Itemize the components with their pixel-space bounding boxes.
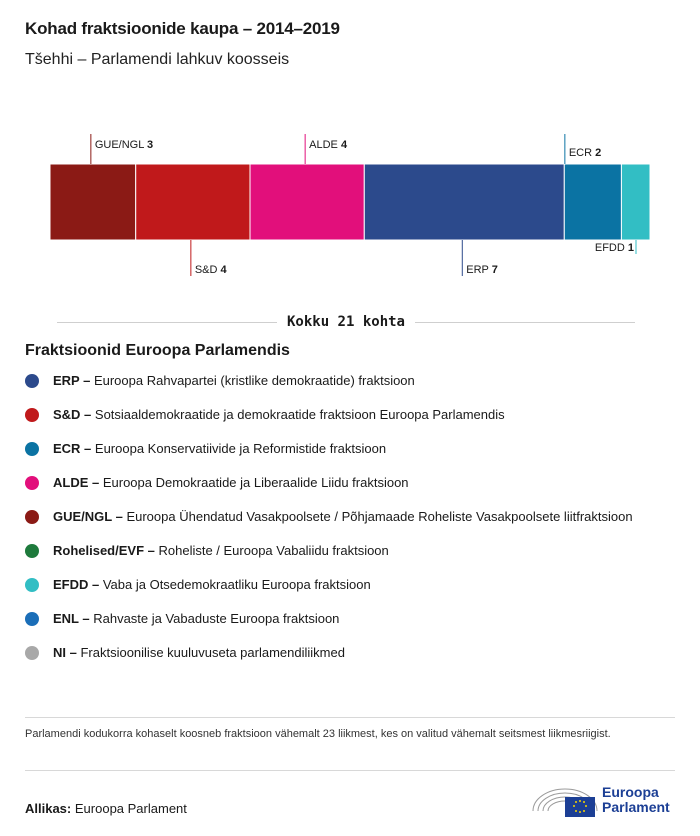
legend-swatch (25, 510, 39, 524)
legend-description: Fraktsioonilise kuuluvuseta parlamendiliikmed (80, 645, 345, 660)
legend-item (25, 644, 635, 662)
legend-description: Vaba ja Otsedemokraatliku Euroopa fraktsioon (102, 577, 371, 592)
legend-item (25, 508, 635, 526)
legend-swatch (25, 646, 39, 660)
legend-abbr: NI – (53, 645, 81, 660)
legend-abbr: EFDD – (53, 577, 103, 592)
legend-abbr: GUE/NGL – (53, 509, 127, 524)
legend-swatch (25, 544, 39, 558)
logo-line-2: Parlament (602, 799, 670, 815)
legend-item (25, 406, 635, 424)
source (25, 801, 187, 816)
bar-label-ecr: ECR 2 (568, 147, 602, 159)
legend-description: Euroopa Konservatiivide ja Reformistide fraktsioon (94, 441, 387, 456)
divider (25, 717, 675, 718)
legend-swatch (25, 476, 39, 490)
hemicycle-icon (529, 781, 599, 819)
bar-label-erp: ERP 7 (466, 264, 498, 276)
legend-description: Euroopa Demokraatide ja Liberaalide Liidu fraktsioon (102, 475, 409, 490)
footnote: Parlamendi kodukorra kohaselt koosneb fraktsioon vähemalt 23 liikmest, kes on valitud vähemalt seitsmest liikmesriigist. (25, 728, 611, 740)
legend-swatch (25, 408, 39, 422)
legend-swatch (25, 374, 39, 388)
bar-alde (250, 164, 364, 240)
legend-description: Roheliste / Euroopa Vabaliidu fraktsioon (158, 543, 389, 558)
ep-logo (529, 781, 679, 819)
legend-item (25, 610, 635, 628)
legend-abbr: S&D – (53, 407, 95, 422)
legend-description: Sotsiaaldemokraatide ja demokraatide fraktsioon Euroopa Parlamendis (94, 407, 505, 422)
bar-label-s-d: S&D 4 (194, 264, 227, 276)
legend-abbr: ALDE – (53, 475, 103, 490)
legend-description: Rahvaste ja Vabaduste Euroopa fraktsioon (93, 611, 340, 626)
legend-abbr: ENL – (53, 611, 94, 626)
bar-label-alde: ALDE 4 (309, 139, 348, 151)
bar-erp (364, 164, 564, 240)
total-seats (57, 312, 635, 334)
chart-title: Kohad fraktsioonide kaupa – 2014–2019 (25, 19, 340, 38)
legend-swatch (25, 612, 39, 626)
source-label: Allikas: (25, 801, 72, 816)
divider (25, 770, 675, 771)
logo-line-1: Euroopa (602, 784, 659, 800)
total-label: Kokku 21 kohta (277, 314, 415, 330)
legend-swatch (25, 442, 39, 456)
legend-abbr: ECR – (53, 441, 95, 456)
source-value: Euroopa Parlament (74, 801, 187, 816)
bar-s-d (136, 164, 250, 240)
bar-gue-ngl (50, 164, 136, 240)
legend (25, 372, 635, 678)
legend-swatch (25, 578, 39, 592)
bar-label-gue-ngl: GUE/NGL 3 (94, 139, 154, 151)
legend-item (25, 474, 635, 492)
bar-efdd (621, 164, 650, 240)
legend-title: Fraktsioonid Euroopa Parlamendis (25, 342, 290, 359)
seat-chart (0, 120, 700, 290)
chart-subtitle: Tšehhi – Parlamendi lahkuv koosseis (25, 51, 290, 68)
legend-item (25, 372, 635, 390)
legend-item (25, 440, 635, 458)
legend-description: Euroopa Ühendatud Vasakpoolsete / Põhjamaade Roheliste Vasakpoolsete liitfraktsioon (126, 509, 633, 524)
bar-label-efdd: EFDD 1 (594, 242, 634, 254)
bar-ecr (564, 164, 621, 240)
legend-item (25, 576, 635, 594)
legend-abbr: Rohelised/EVF – (53, 543, 159, 558)
legend-abbr: ERP – (53, 373, 94, 388)
legend-description: Euroopa Rahvapartei (kristlike demokraatide) fraktsioon (93, 373, 415, 388)
legend-item (25, 542, 635, 560)
